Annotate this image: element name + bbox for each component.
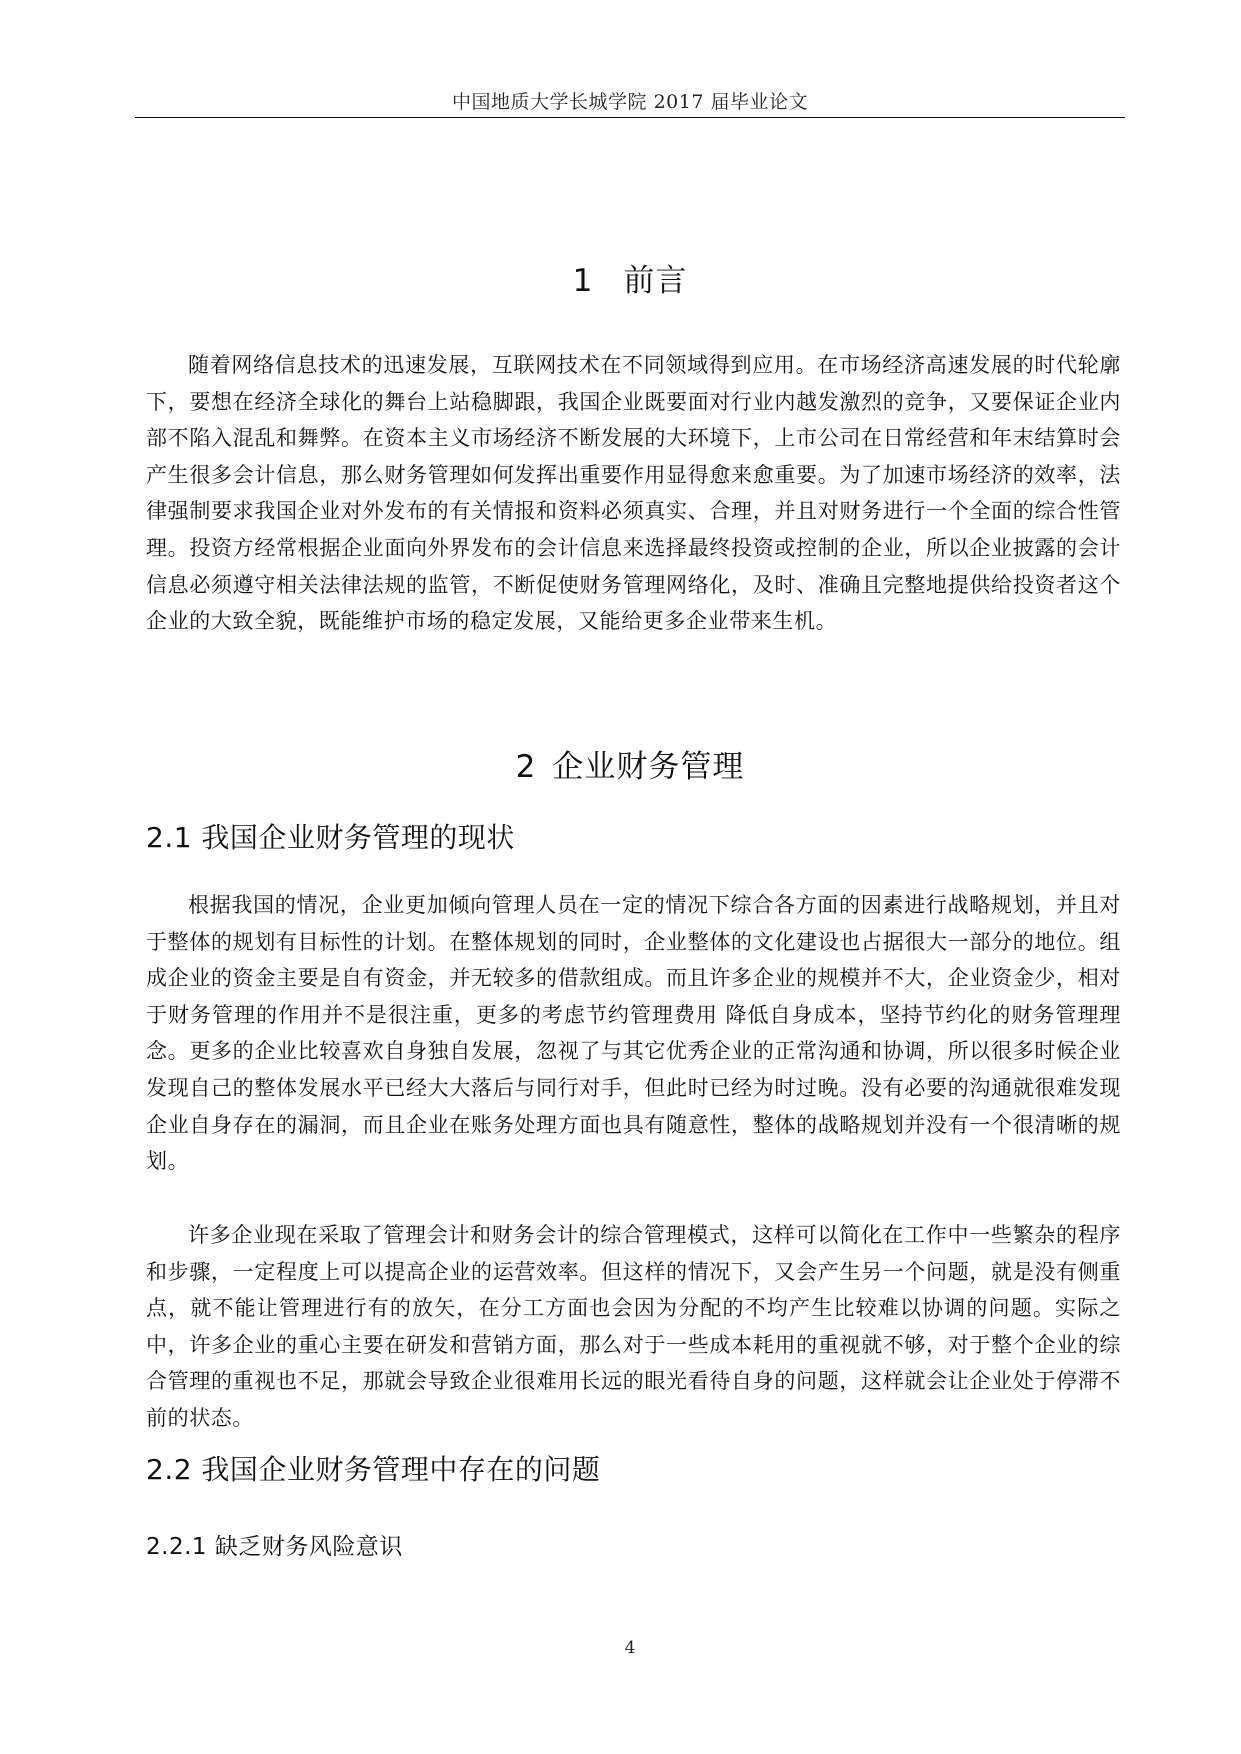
subsection-2-2-heading: 2.2 我国企业财务管理中存在的问题 bbox=[146, 1453, 601, 1486]
section-1-title: 前言 bbox=[623, 263, 688, 299]
page-number: 4 bbox=[624, 1638, 636, 1658]
section-1-paragraph: 随着网络信息技术的迅速发展，互联网技术在不同领域得到应用。在市场经济高速发展的时代轮廓下，要想在经济全球化的舞台上站稳脚跟，我国企业既要面对行业内越发激烈的竞争，又要保证企业内部不陷入混乱和舞弊。在资本主义市场经济不断发展的大环境下，上市公司在日常经营和年末结算时会产生很多会计信息，那么财务管理如何发挥出重要作用显得愈来愈重要。为了加速市场经济的效率，法律强制要求我国企业对外发布的有关情报和资料必须真实、合理，并且对财务进行一个全面的综合性管理。投资方经常根据企业面向外界发布的会计信息来选择最终投资或控制的企业，所以企业披露的会计信息必须遵守相关法律法规的监管，不断促使财务管理网络化，及时、准确且完整地提供给投资者这个企业的大致全貌，既能维护市场的稳定发展，又能给更多企业带来生机。 bbox=[146, 353, 1121, 634]
subsection-2-1-heading: 2.1 我国企业财务管理的现状 bbox=[146, 821, 515, 854]
section-2-number: 2 bbox=[515, 749, 537, 785]
section-1-number: 1 bbox=[572, 263, 594, 299]
section-2-heading bbox=[135, 741, 1125, 786]
running-header: 中国地质大学长城学院 2017 届毕业论文 bbox=[452, 91, 808, 113]
subsection-2-1-paragraph-1: 根据我国的情况，企业更加倾向管理人员在一定的情况下综合各方面的因素进行战略规划，并且对于整体的规划有目标性的计划。在整体规划的同时，企业整体的文化建设也占据很大一部分的地位。组成企业的资金主要是自有资金，并无较多的借款组成。而且许多企业的规模并不大，企业资金少，相对于财务管理的作用并不是很注重，更多的考虑节约管理费用 降低自身成本，坚持节约化的财务管理理念。更多的企业比较喜欢自身独自发展，忽视了与其它优秀企业的正常沟通和协调，所以很多时候企业发现自己的整体发展水平已经大大落后与同行对手，但此时已经为时过晚。没有必要的沟通就很难发现企业自身存在的漏洞，而且企业在账务处理方面也具有随意性，整体的战略规划并没有一个很清晰的规划。 bbox=[146, 893, 1121, 1174]
subsection-2-2-1-heading: 2.2.1 缺乏财务风险意识 bbox=[146, 1534, 403, 1560]
section-1-heading bbox=[135, 255, 1125, 300]
section-2-title: 企业财务管理 bbox=[552, 749, 745, 785]
header-rule bbox=[135, 117, 1125, 118]
subsection-2-1-paragraph-2: 许多企业现在采取了管理会计和财务会计的综合管理模式，这样可以简化在工作中一些繁杂的程序和步骤，一定程度上可以提高企业的运营效率。但这样的情况下，又会产生另一个问题，就是没有侧重点，就不能让管理进行有的放矢，在分工方面也会因为分配的不均产生比较难以协调的问题。实际之中，许多企业的重心主要在研发和营销方面，那么对于一些成本耗用的重视就不够，对于整个企业的综合管理的重视也不足，那就会导致企业很难用长远的眼光看待自身的问题，这样就会让企业处于停滞不前的状态。 bbox=[146, 1223, 1121, 1430]
